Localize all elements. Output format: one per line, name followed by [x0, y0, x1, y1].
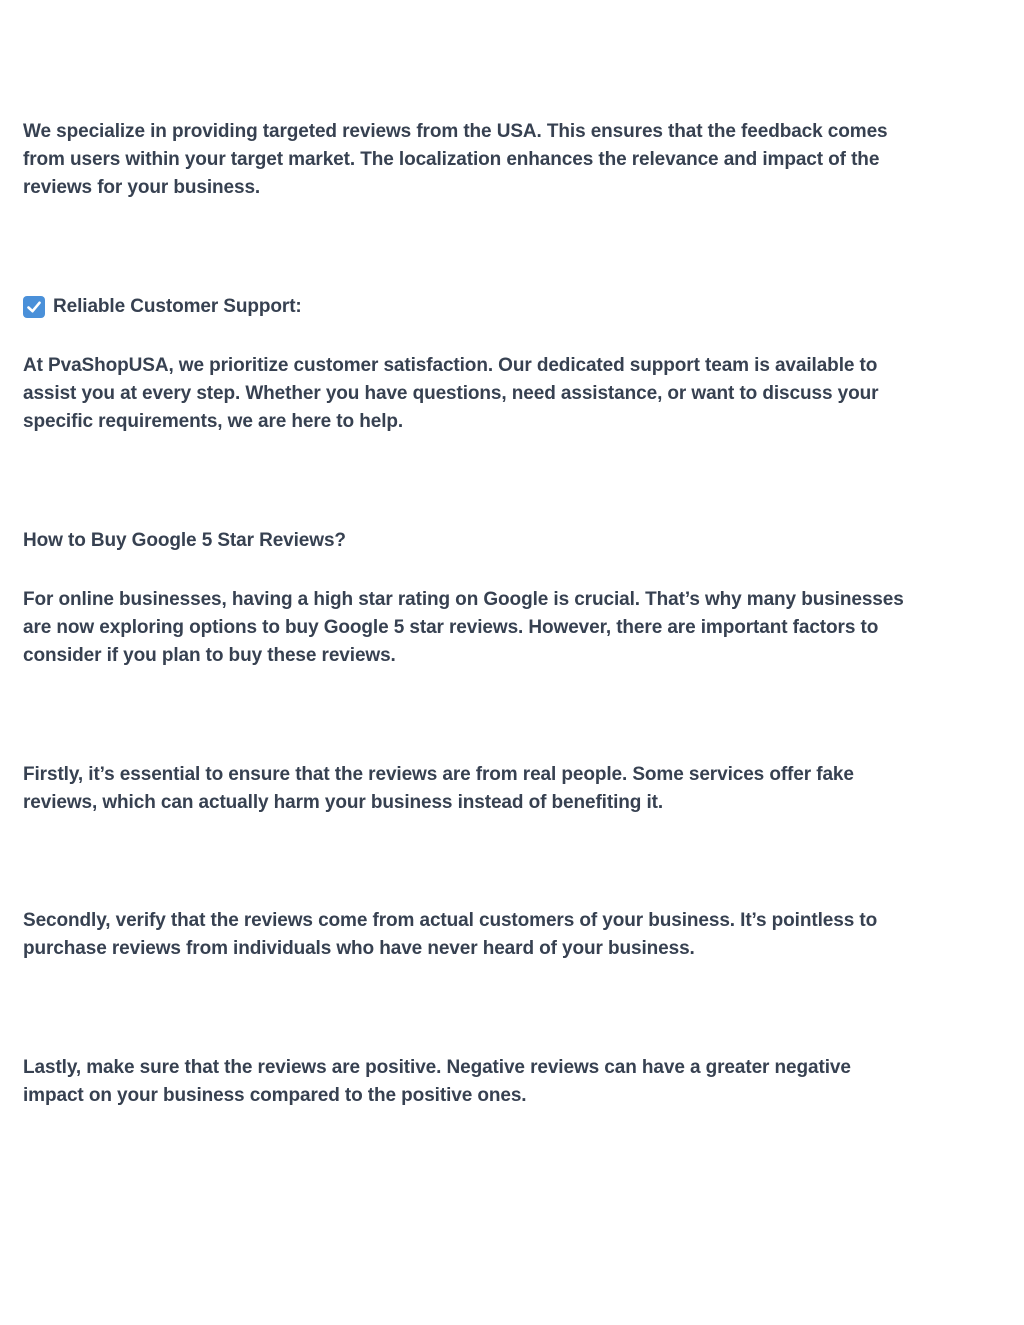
heading-reliable-customer-support	[23, 293, 913, 321]
heading-support-text: Reliable Customer Support:	[53, 296, 302, 317]
paragraph-lastly: Lastly, make sure that the reviews are positive. Negative reviews can have a greater negative impact on your business compared to the positive ones.	[23, 1057, 851, 1106]
heading-how-to-buy: How to Buy Google 5 Star Reviews?	[23, 530, 346, 551]
paragraph-secondly: Secondly, verify that the reviews come from actual customers of your business. It’s pointless to purchase reviews from individuals who have never heard of your business.	[23, 910, 878, 959]
paragraph-usa-reviews: We specialize in providing targeted reviews from the USA. This ensures that the feedback comes from users within your target market. The localization enhances the relevance and impact of the reviews for your business.	[23, 121, 888, 198]
paragraph-online-businesses: For online businesses, having a high star rating on Google is crucial. That’s why many businesses are now exploring options to buy Google 5 star reviews. However, there are important factors to consider if you plan to buy these reviews.	[23, 589, 904, 666]
paragraph-firstly: Firstly, it’s essential to ensure that the reviews are from real people. Some services offer fake reviews, which can actually harm your business instead of benefiting it.	[23, 764, 854, 813]
paragraph-support: At PvaShopUSA, we prioritize customer satisfaction. Our dedicated support team is available to assist you at every step. Whether you have questions, need assistance, or want to discuss your specific requirements, we are here to help.	[23, 355, 879, 432]
checkbox-checked-icon	[23, 296, 45, 318]
